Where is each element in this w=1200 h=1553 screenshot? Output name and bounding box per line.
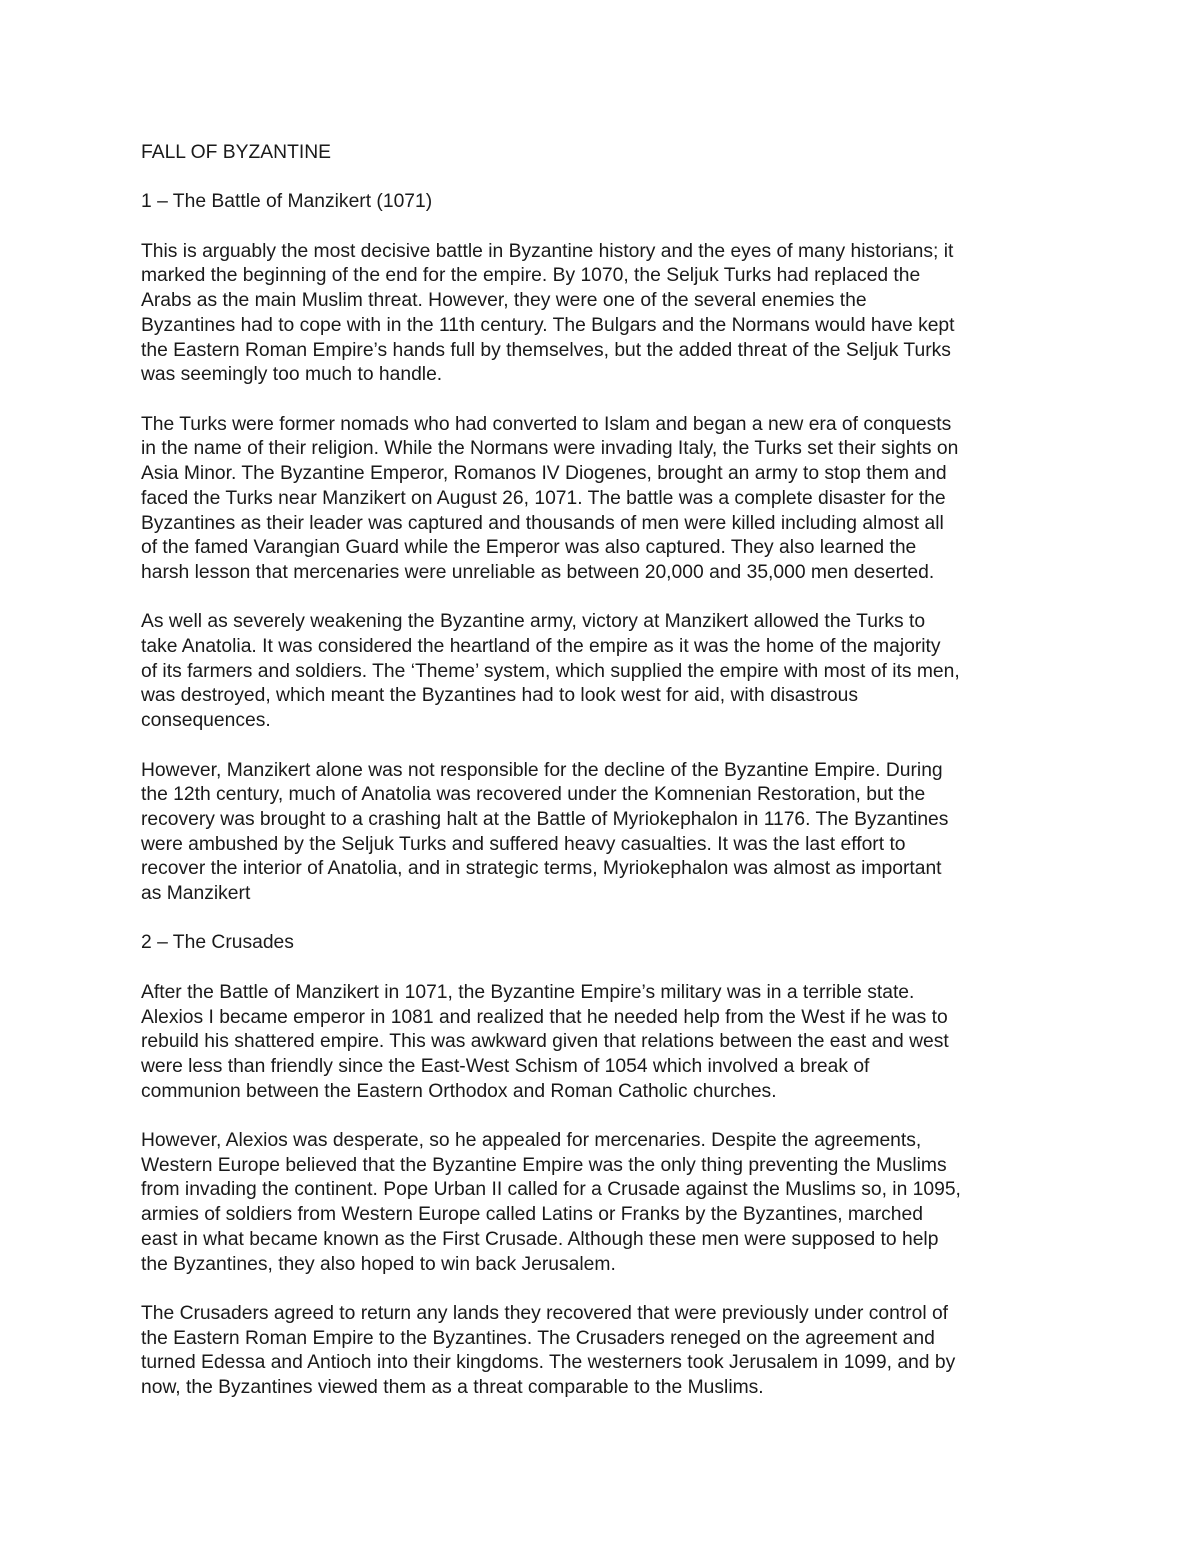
body-paragraph: This is arguably the most decisive battle in Byzantine history and the eyes of many historians; it marked the beginning of the end for the empire. By 1070, the Seljuk Turks had replaced the Arabs as the main Muslim threat. However, they were one of the several enemies the Byzantines had to cope with in the 11th century. The Bulgars and the Normans would have kept the Eastern Roman Empire’s hands full by themselves, but the added threat of the Seljuk Turks was seemingly too much to handle. — [141, 240, 955, 386]
section-heading: 1 – The Battle of Manzikert (1071) — [141, 191, 433, 213]
body-paragraph: The Crusaders agreed to return any lands they recovered that were previously under control of the Eastern Roman Empire to the Byzantines. The Crusaders reneged on the agreement and turned Edessa and Antioch into their kingdoms. The westerners took Jerusalem in 1099, and by now, the Byzantines viewed them as a threat comparable to the Muslims. — [141, 1302, 956, 1399]
document-page — [141, 141, 1066, 1401]
section-heading: 2 – The Crusades — [141, 932, 294, 954]
body-paragraph: The Turks were former nomads who had converted to Islam and began a new era of conquests in the name of their religion. While the Normans were invading Italy, the Turks set their sights on Asia Minor. The Byzantine Emperor, Romanos IV Diogenes, brought an army to stop them and faced the Turks near Manzikert on August 26, 1071. The battle was a complete disaster for the Byzantines as their leader was captured and thousands of men were killed including almost all of the famed Varangian Guard while the Emperor was also captured. They also learned the harsh lesson that mercenaries were unreliable as between 20,000 and 35,000 men deserted. — [141, 413, 959, 583]
body-paragraph: As well as severely weakening the Byzantine army, victory at Manzikert allowed the Turks to take Anatolia. It was considered the heartland of the empire as it was the home of the majority of its farmers and soldiers. The ‘Theme’ system, which supplied the empire with most of its men, was destroyed, which meant the Byzantines had to look west for aid, with disastrous consequences. — [141, 611, 960, 732]
document-title: FALL OF BYZANTINE — [141, 142, 331, 163]
body-paragraph: However, Alexios was desperate, so he appealed for mercenaries. Despite the agreements, Western Europe believed that the Byzantine Empire was the only thing preventing the Muslims from invading the continent. Pope Urban II called for a Crusade against the Muslims so, in 1095, armies of soldiers from Western Europe called Latins or Franks by the Byzantines, marched east in what became known as the First Crusade. Although these men were supposed to help the Byzantines, they also hoped to win back Jerusalem. — [141, 1130, 961, 1275]
body-paragraph: However, Manzikert alone was not responsible for the decline of the Byzantine Empire. During the 12th century, much of Anatolia was recovered under the Komnenian Restoration, but the recovery was brought to a crashing halt at the Battle of Myriokephalon in 1176. The Byzantines were ambushed by the Seljuk Turks and suffered heavy casualties. It was the last effort to recover the interior of Anatolia, and in strategic terms, Myriokephalon was almost as important as Manzikert — [141, 759, 949, 905]
body-paragraph: After the Battle of Manzikert in 1071, the Byzantine Empire’s military was in a terrible state. Alexios I became emperor in 1081 and realized that he needed help from the West if he was to rebuild his shattered empire. This was awkward given that relations between the east and west were less than friendly since the East-West Schism of 1054 which involved a break of communion between the Eastern Orthodox and Roman Catholic churches. — [141, 981, 949, 1102]
